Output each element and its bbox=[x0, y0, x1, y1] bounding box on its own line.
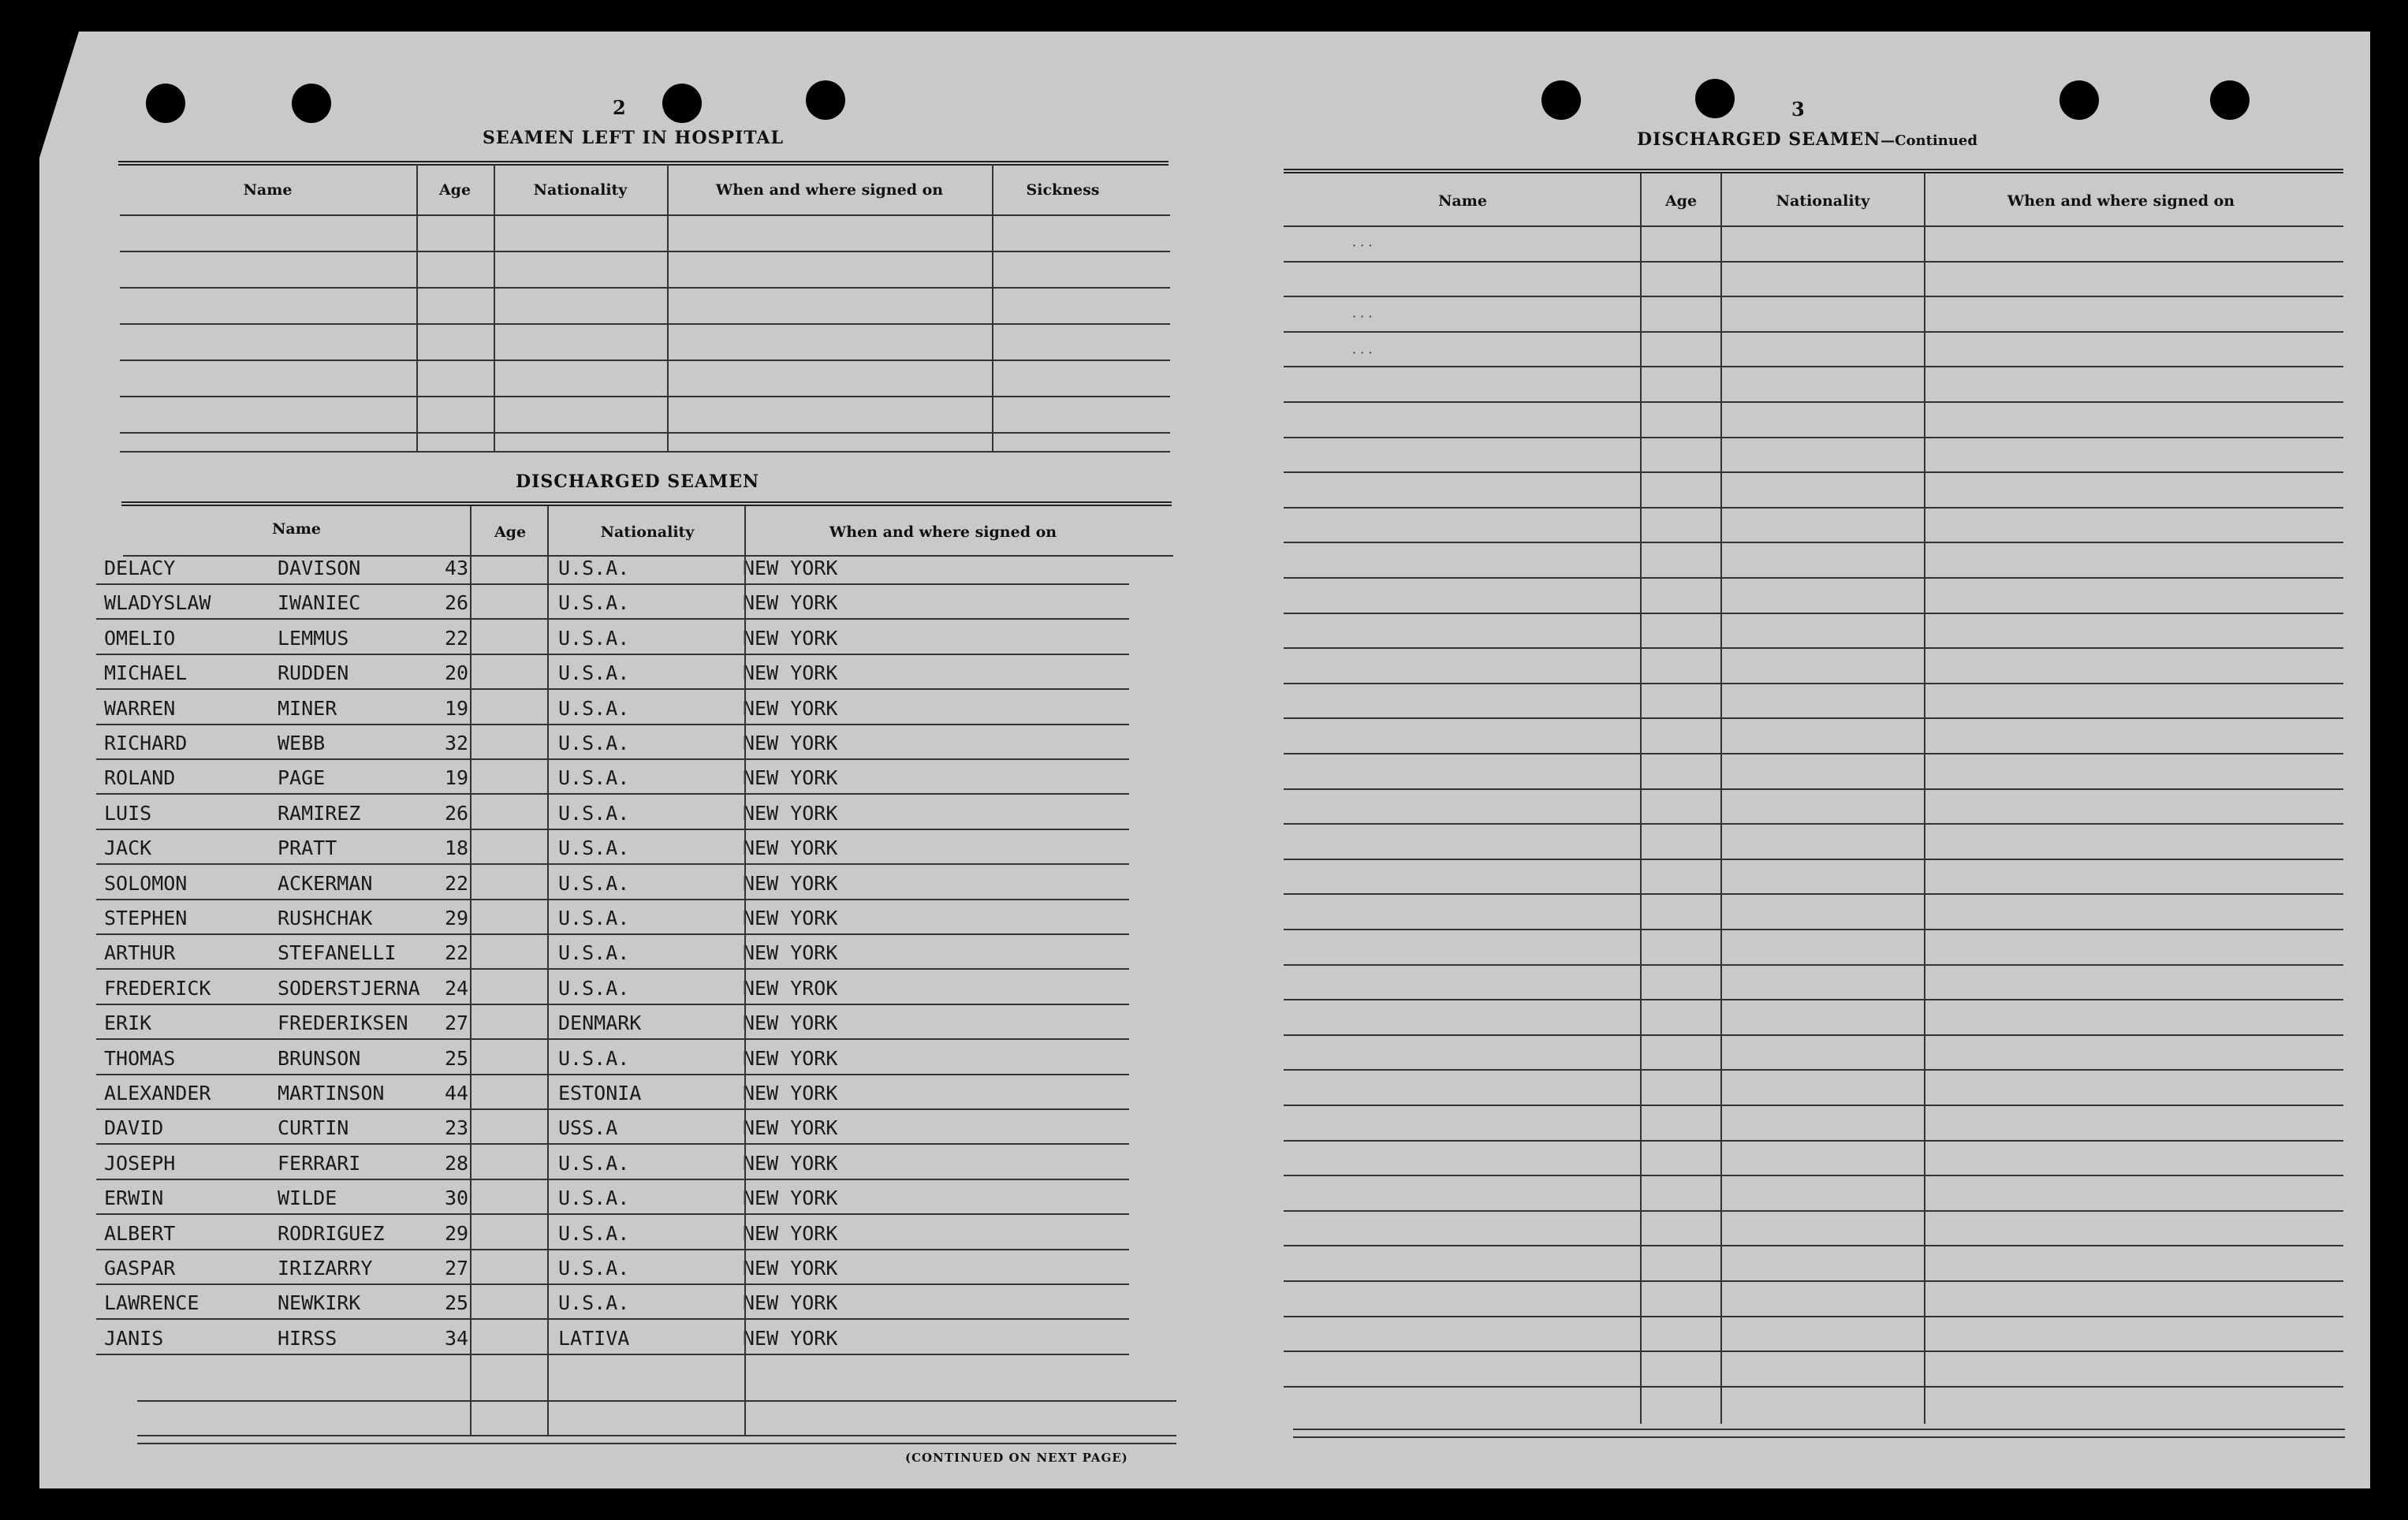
seaman-first-name: JANIS bbox=[104, 1326, 164, 1350]
seaman-last-name: CURTIN bbox=[278, 1116, 349, 1140]
row-rule bbox=[96, 863, 1129, 865]
seaman-nationality: U.S.A. bbox=[558, 661, 630, 685]
row-rule bbox=[96, 1038, 1129, 1040]
ruled-line bbox=[1284, 225, 2343, 227]
seaman-first-name: WLADYSLAW bbox=[104, 591, 211, 615]
row-rule bbox=[96, 1283, 1129, 1285]
row-rule bbox=[96, 1074, 1129, 1075]
row-rule bbox=[96, 1004, 1129, 1005]
seaman-nationality: U.S.A. bbox=[558, 1151, 630, 1175]
seaman-signed-on: NEW YORK bbox=[743, 801, 838, 825]
seaman-nationality: U.S.A. bbox=[558, 976, 630, 1000]
seaman-first-name: JOSEPH bbox=[104, 1151, 176, 1175]
ruled-line bbox=[1284, 613, 2343, 614]
seaman-signed-on: NEW YORK bbox=[743, 557, 838, 579]
seaman-nationality: U.S.A. bbox=[558, 941, 630, 965]
punch-hole bbox=[1695, 79, 1735, 118]
seaman-age: 22 bbox=[445, 626, 469, 650]
ruled-line bbox=[1284, 1210, 2343, 1212]
seaman-age: 29 bbox=[445, 907, 469, 930]
seaman-signed-on: NEW YORK bbox=[743, 732, 838, 754]
seaman-first-name: JACK bbox=[104, 836, 152, 860]
row-rule bbox=[96, 1213, 1129, 1215]
seaman-first-name: ERWIN bbox=[104, 1187, 164, 1210]
seaman-age: 24 bbox=[445, 976, 469, 1000]
seaman-last-name: IWANIEC bbox=[278, 591, 361, 615]
seaman-nationality: U.S.A. bbox=[558, 557, 630, 579]
seaman-first-name: STEPHEN bbox=[104, 907, 188, 930]
ruled-line bbox=[1284, 683, 2343, 684]
seaman-signed-on: NEW YORK bbox=[743, 836, 838, 860]
seaman-age: 28 bbox=[445, 1151, 469, 1175]
row-rule bbox=[96, 654, 1129, 655]
seaman-nationality: U.S.A. bbox=[558, 871, 630, 895]
seaman-first-name: DAVID bbox=[104, 1116, 164, 1140]
seaman-signed-on: NEW YORK bbox=[743, 1011, 838, 1035]
row-rule bbox=[96, 1108, 1129, 1110]
seaman-last-name: WEBB bbox=[278, 732, 326, 754]
seaman-last-name: PAGE bbox=[278, 766, 326, 790]
seaman-signed-on: NEW YORK bbox=[743, 941, 838, 965]
page-number-left: 2 bbox=[613, 96, 626, 119]
seaman-age: 32 bbox=[445, 732, 469, 754]
hospital-header-signed-on: When and where signed on bbox=[715, 181, 944, 199]
seaman-first-name: LUIS bbox=[104, 801, 152, 825]
ruled-line bbox=[1284, 331, 2343, 333]
seaman-nationality: U.S.A. bbox=[558, 1046, 630, 1070]
ruled-line bbox=[1284, 1175, 2343, 1176]
continued-header-signed-on: When and where signed on bbox=[2007, 192, 2235, 210]
seaman-age: 22 bbox=[445, 941, 469, 965]
seaman-first-name: RICHARD bbox=[104, 732, 188, 754]
seaman-first-name: GASPAR bbox=[104, 1257, 176, 1280]
row-rule bbox=[96, 933, 1129, 935]
hospital-title: SEAMEN LEFT IN HOSPITAL bbox=[483, 128, 784, 148]
seaman-age: 29 bbox=[445, 1221, 469, 1245]
seaman-last-name: MARTINSON bbox=[278, 1082, 385, 1105]
seaman-last-name: SODERSTJERNA bbox=[278, 976, 420, 1000]
seaman-signed-on: NEW YORK bbox=[743, 591, 838, 615]
ruled-line bbox=[1284, 823, 2343, 825]
ruled-line bbox=[1284, 893, 2343, 895]
seaman-nationality: U.S.A. bbox=[558, 591, 630, 615]
seaman-last-name: PRATT bbox=[278, 836, 337, 860]
hospital-header-age: Age bbox=[438, 181, 472, 199]
page-number-right: 3 bbox=[1791, 98, 1805, 121]
seaman-signed-on: NEW YORK bbox=[743, 1326, 838, 1350]
seaman-first-name: OMELIO bbox=[104, 626, 176, 650]
seaman-first-name: MICHAEL bbox=[104, 661, 188, 685]
seaman-last-name: FERRARI bbox=[278, 1151, 361, 1175]
ruled-line bbox=[1284, 1386, 2343, 1388]
ruled-line bbox=[1284, 964, 2343, 966]
seaman-age: 43 bbox=[445, 557, 469, 579]
stray-dots: · · · bbox=[1352, 238, 1373, 253]
ruled-line bbox=[1284, 1140, 2343, 1142]
ruled-line bbox=[1284, 1034, 2343, 1036]
row-rule bbox=[96, 724, 1129, 725]
punch-hole bbox=[806, 80, 845, 120]
seaman-signed-on: NEW YORK bbox=[743, 1046, 838, 1070]
seaman-last-name: IRIZARRY bbox=[278, 1257, 373, 1280]
seaman-nationality: U.S.A. bbox=[558, 1257, 630, 1280]
seaman-nationality: U.S.A. bbox=[558, 766, 630, 790]
seaman-first-name: ROLAND bbox=[104, 766, 176, 790]
seaman-first-name: DELACY bbox=[104, 557, 176, 579]
seaman-age: 27 bbox=[445, 1011, 469, 1035]
seaman-nationality: U.S.A. bbox=[558, 801, 630, 825]
row-rule bbox=[96, 1318, 1129, 1320]
stray-dots: · · · bbox=[1352, 345, 1373, 360]
ruled-line bbox=[1284, 507, 2343, 509]
document-sheet bbox=[39, 32, 2370, 1488]
seaman-nationality: U.S.A. bbox=[558, 1187, 630, 1210]
ruled-line bbox=[1284, 437, 2343, 438]
row-rule bbox=[96, 1179, 1129, 1180]
ruled-line bbox=[1284, 1069, 2343, 1071]
punch-hole bbox=[2059, 80, 2099, 120]
seaman-last-name: RODRIGUEZ bbox=[278, 1221, 385, 1245]
seaman-signed-on: NEW YORK bbox=[743, 1082, 838, 1105]
ruled-line bbox=[1284, 1280, 2343, 1282]
ruled-line bbox=[1284, 1316, 2343, 1317]
seaman-age: 30 bbox=[445, 1187, 469, 1210]
seaman-last-name: NEWKIRK bbox=[278, 1291, 361, 1315]
seaman-age: 25 bbox=[445, 1046, 469, 1070]
punch-hole bbox=[292, 84, 331, 123]
ruled-line bbox=[1284, 1105, 2343, 1106]
seaman-last-name: WILDE bbox=[278, 1187, 337, 1210]
discharged-continued-title-suffix: —Continued bbox=[1881, 132, 1977, 149]
seaman-signed-on: NEW YORK bbox=[743, 1257, 838, 1280]
discharged-continued-title bbox=[1637, 129, 1977, 150]
seaman-signed-on: NEW YROK bbox=[743, 976, 838, 1000]
seaman-last-name: RUDDEN bbox=[278, 661, 349, 685]
ruled-line bbox=[1284, 717, 2343, 719]
seaman-last-name: LEMMUS bbox=[278, 626, 349, 650]
ruled-line bbox=[1284, 753, 2343, 754]
seaman-signed-on: NEW YORK bbox=[743, 661, 838, 685]
seaman-first-name: ALBERT bbox=[104, 1221, 176, 1245]
continued-header-nationality: Nationality bbox=[1776, 192, 1870, 210]
seaman-first-name: SOLOMON bbox=[104, 871, 188, 895]
seaman-last-name: DAVISON bbox=[278, 557, 361, 579]
seaman-first-name: THOMAS bbox=[104, 1046, 176, 1070]
discharged-header-signed-on: When and where signed on bbox=[829, 523, 1057, 541]
discharged-header-nationality: Nationality bbox=[600, 523, 695, 541]
seaman-first-name: WARREN bbox=[104, 696, 176, 720]
ruled-line bbox=[1284, 261, 2343, 263]
seaman-nationality: ESTONIA bbox=[558, 1082, 642, 1105]
punch-hole bbox=[2210, 80, 2250, 120]
clipped-corner bbox=[39, 32, 79, 158]
seaman-signed-on: NEW YORK bbox=[743, 1151, 838, 1175]
seaman-age: 22 bbox=[445, 871, 469, 895]
seaman-first-name: ERIK bbox=[104, 1011, 152, 1035]
seaman-age: 19 bbox=[445, 766, 469, 790]
seaman-signed-on: NEW YORK bbox=[743, 1291, 838, 1315]
seaman-last-name: STEFANELLI bbox=[278, 941, 397, 965]
seaman-signed-on: NEW YORK bbox=[743, 766, 838, 790]
seaman-nationality: U.S.A. bbox=[558, 907, 630, 930]
seaman-nationality: U.S.A. bbox=[558, 836, 630, 860]
seaman-age: 23 bbox=[445, 1116, 469, 1140]
seaman-signed-on: NEW YORK bbox=[743, 907, 838, 930]
seaman-age: 27 bbox=[445, 1257, 469, 1280]
punch-hole bbox=[662, 84, 702, 123]
seaman-nationality: LATIVA bbox=[558, 1326, 630, 1350]
ruled-line bbox=[1284, 647, 2343, 649]
seaman-age: 26 bbox=[445, 591, 469, 615]
seaman-age: 19 bbox=[445, 696, 469, 720]
seaman-age: 25 bbox=[445, 1291, 469, 1315]
ruled-line bbox=[1284, 859, 2343, 860]
ruled-line bbox=[1284, 1350, 2343, 1352]
continued-footer: (CONTINUED ON NEXT PAGE) bbox=[905, 1451, 1128, 1465]
hospital-header-name: Name bbox=[243, 181, 293, 199]
row-rule bbox=[96, 1249, 1129, 1250]
hospital-header-nationality: Nationality bbox=[533, 181, 628, 199]
punch-hole bbox=[1541, 80, 1581, 120]
row-rule bbox=[96, 899, 1129, 900]
row-rule bbox=[96, 758, 1129, 760]
row-rule bbox=[96, 1143, 1129, 1145]
seaman-signed-on: NEW YORK bbox=[743, 696, 838, 720]
seaman-last-name: RUSHCHAK bbox=[278, 907, 373, 930]
seaman-nationality: U.S.A. bbox=[558, 1221, 630, 1245]
discharged-header-age: Age bbox=[494, 523, 527, 541]
seaman-age: 20 bbox=[445, 661, 469, 685]
seaman-signed-on: NEW YORK bbox=[743, 626, 838, 650]
seaman-nationality: U.S.A. bbox=[558, 626, 630, 650]
ruled-line bbox=[1284, 471, 2343, 473]
discharged-title: DISCHARGED SEAMEN bbox=[516, 471, 760, 492]
row-rule bbox=[96, 793, 1129, 795]
row-rule bbox=[96, 968, 1129, 970]
stray-dots: · · · bbox=[1352, 309, 1373, 324]
discharged-continued-title-main: DISCHARGED SEAMEN bbox=[1637, 129, 1881, 150]
seaman-last-name: BRUNSON bbox=[278, 1046, 361, 1070]
continued-header-age: Age bbox=[1664, 192, 1698, 210]
seaman-first-name: FREDERICK bbox=[104, 976, 211, 1000]
ruled-line bbox=[1284, 999, 2343, 1000]
ruled-line bbox=[1284, 788, 2343, 790]
row-rule bbox=[96, 1354, 1129, 1355]
seaman-nationality: U.S.A. bbox=[558, 1291, 630, 1315]
seaman-age: 34 bbox=[445, 1326, 469, 1350]
punch-hole bbox=[146, 84, 185, 123]
seaman-nationality: DENMARK bbox=[558, 1011, 642, 1035]
seaman-nationality: USS.A bbox=[558, 1116, 618, 1140]
ruled-line bbox=[1284, 1245, 2343, 1246]
row-rule bbox=[96, 688, 1129, 690]
row-rule bbox=[96, 829, 1129, 830]
ruled-line bbox=[1284, 542, 2343, 543]
ruled-line bbox=[1284, 929, 2343, 930]
seaman-signed-on: NEW YORK bbox=[743, 1221, 838, 1245]
seaman-last-name: FREDERIKSEN bbox=[278, 1011, 408, 1035]
seaman-last-name: ACKERMAN bbox=[278, 871, 373, 895]
ruled-line bbox=[1284, 401, 2343, 403]
row-rule bbox=[96, 583, 1129, 585]
hospital-header-sickness: Sickness bbox=[1026, 181, 1100, 199]
seaman-nationality: U.S.A. bbox=[558, 732, 630, 754]
ruled-line bbox=[1284, 577, 2343, 579]
seaman-last-name: HIRSS bbox=[278, 1326, 337, 1350]
discharged-header-name: Name bbox=[272, 520, 321, 538]
seaman-signed-on: NEW YORK bbox=[743, 1116, 838, 1140]
seaman-age: 26 bbox=[445, 801, 469, 825]
seaman-age: 44 bbox=[445, 1082, 469, 1105]
seaman-last-name: MINER bbox=[278, 696, 337, 720]
seaman-first-name: ALEXANDER bbox=[104, 1082, 211, 1105]
seaman-signed-on: NEW YORK bbox=[743, 871, 838, 895]
seaman-signed-on: NEW YORK bbox=[743, 1187, 838, 1210]
seaman-nationality: U.S.A. bbox=[558, 696, 630, 720]
seaman-first-name: ARTHUR bbox=[104, 941, 176, 965]
ruled-line bbox=[1284, 296, 2343, 297]
ruled-line bbox=[1284, 366, 2343, 367]
seaman-age: 18 bbox=[445, 836, 469, 860]
row-rule bbox=[96, 618, 1129, 620]
seaman-last-name: RAMIREZ bbox=[278, 801, 361, 825]
continued-header-name: Name bbox=[1438, 192, 1487, 210]
seaman-first-name: LAWRENCE bbox=[104, 1291, 199, 1315]
